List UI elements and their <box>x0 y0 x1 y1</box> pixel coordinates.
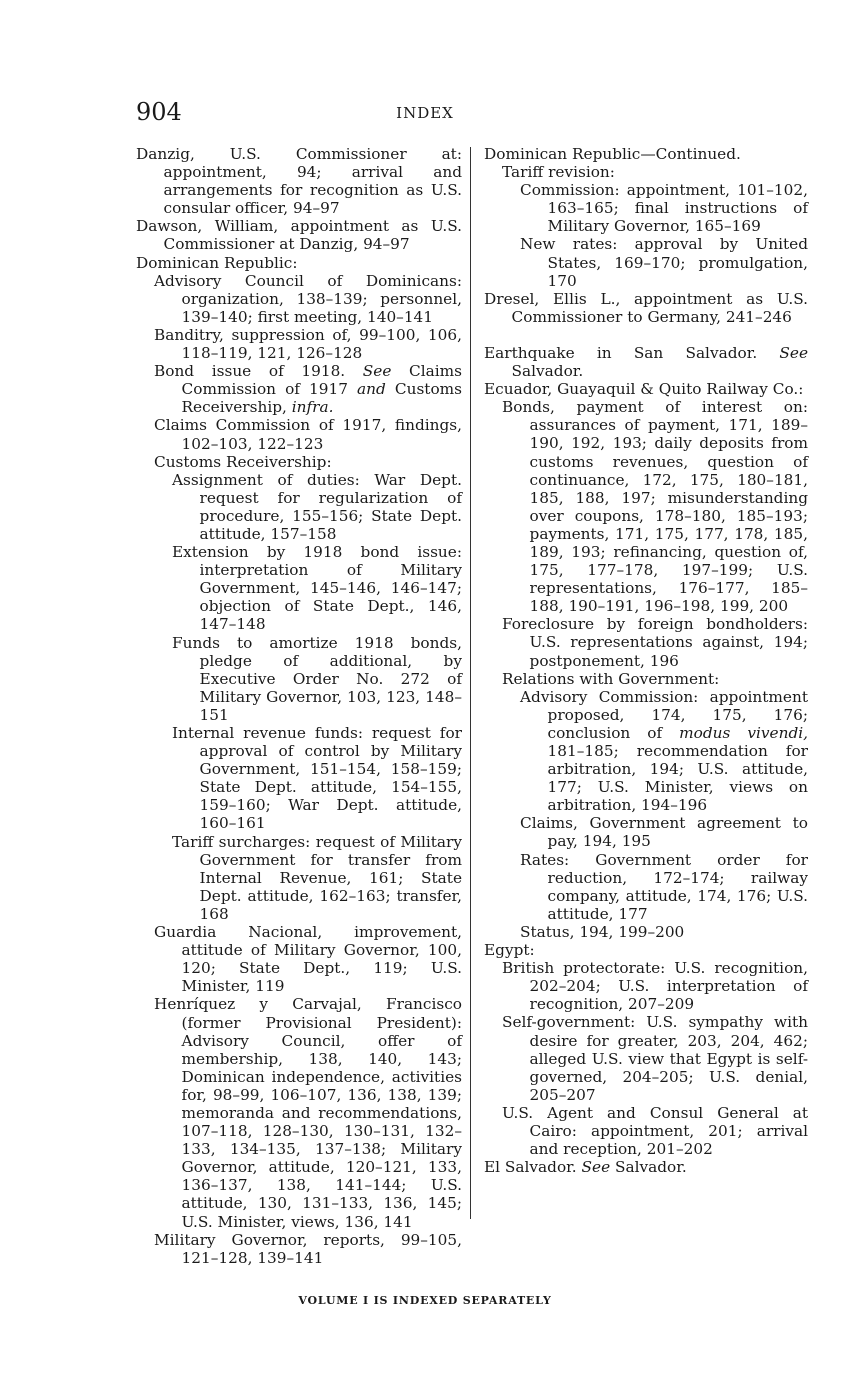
column-rule <box>470 147 471 1219</box>
index-entry <box>484 1158 808 1176</box>
index-entry: Rates: Government order for reduction, 172–174; railway company, attitude, 174, 176; U.S. attitude, 177 <box>520 850 808 923</box>
index-entry: Customs Receivership: <box>154 452 332 471</box>
index-entry: Foreclosure by foreign bondholders: U.S. representations against, 194; postponement, 196 <box>502 615 808 670</box>
index-entry: Egypt: <box>484 941 535 960</box>
index-column-right <box>484 145 808 1176</box>
index-entry: Bonds, payment of interest on: assurances of payment, 171, 189–190, 192, 193; daily deposits from customs revenues, question of continuance, 172, 175, 180–181, 185, 188, 197; misunderstanding over coupons, 178–180, 185–193; payments, 171, 175, 177, 178, 185, 189, 193; refinancing, question of, 175, 177–178, 197–199; U.S. representations, 176–177, 185–188, 190–191, 196–198, 199, 200 <box>502 398 808 616</box>
entry-text: Advisory Commission: appointment proposed, 174, 175, 176; conclusion of <box>520 687 808 742</box>
index-entry: Relations with Government: <box>502 669 720 688</box>
index-entry: Dominican Republic—Continued. <box>484 145 741 163</box>
entry-text: Salvador. <box>610 1158 687 1177</box>
entry-text: 181–185; recommendation for arbitration, 194; U.S. attitude, 177; U.S. Minister, views on arbitration, 194–196 <box>547 742 808 815</box>
entry-italic-text: and <box>357 380 386 399</box>
index-entry: Commission: appointment, 101–102, 163–165; final instructions of Military Governor, 165–169 <box>520 181 808 236</box>
index-entry: Banditry, suppression of, 99–100, 106, 118–119, 121, 126–128 <box>154 325 462 363</box>
index-entry: Self-government: U.S. sympathy with desire for greater, 203, 204, 462; alleged U.S. view that Egypt is self-governed, 204–205; U.S. denial, 205–207 <box>502 1013 808 1104</box>
index-entry <box>520 688 808 815</box>
footer-note: VOLUME I IS INDEXED SEPARATELY <box>298 1294 552 1307</box>
index-entry: Military Governor, reports, 99–105, 121–128, 139–141 <box>154 1230 462 1267</box>
entry-italic-text: See <box>362 362 392 381</box>
entry-italic-text: See <box>581 1158 611 1177</box>
index-entry: Funds to amortize 1918 bonds, pledge of additional, by Executive Order No. 272 of Military Governor, 103, 123, 148–151 <box>172 633 462 724</box>
index-entry: Internal revenue funds: request for approval of control by Military Government, 151–154, 158–159; State Dept. attitude, 154–155, 159–160; War Dept. attitude, 160–161 <box>172 724 462 833</box>
index-entry: Claims Commission of 1917, findings, 102–103, 122–123 <box>154 416 462 453</box>
entry-italic-text: See <box>779 343 808 362</box>
index-entry: British protectorate: U.S. recognition, 202–204; U.S. interpretation of recognition, 207–209 <box>502 959 808 1014</box>
index-entry: Henríquez y Carvajal, Francisco (former Provisional President): Advisory Council, offer of membership, 138, 140, 143; Dominican independence, activities for, 98–99, 106–107, 136, 138, 139; memoranda and recommendations, 107–118, 128–130, 130–131, 132–133, 134–135, 137–138; Military Governor, attitude, 120–121, 133, 136–137, 138, 141–144; U.S. attitude, 130, 131–133, 136, 145; U.S. Minister, views, 136, 141 <box>154 995 462 1231</box>
index-entry: Tariff revision: <box>502 163 615 182</box>
index-entry: Extension by 1918 bond issue: interpretation of Military Government, 145–146, 146–147; objection of State Dept., 146, 147–148 <box>172 543 462 634</box>
entry-text: Customs Receivership, <box>181 380 463 417</box>
index-entry: Status, 194, 199–200 <box>520 922 685 941</box>
index-entry: Guardia Nacional, improvement, attitude of Military Governor, 100, 120; State Dept., 119; U.S. Minister, 119 <box>154 923 462 996</box>
entry-text: Bond issue of 1918. <box>154 362 363 381</box>
index-entry: New rates: approval by United States, 169–170; promulgation, 170 <box>520 235 808 290</box>
index-column-left <box>136 145 462 1267</box>
entry-italic-text: infra. <box>291 398 334 417</box>
index-entry: Tariff surcharges: request of Military Government for transfer from Internal Revenue, 161; State Dept. attitude, 162–163; transfer, 168 <box>172 832 462 923</box>
page-number: 904 <box>136 98 182 126</box>
entry-spacer <box>484 326 808 344</box>
entry-text: El Salvador. <box>484 1158 582 1177</box>
index-entry: Assignment of duties: War Dept. request for regularization of procedure, 155–156; State Dept. attitude, 157–158 <box>172 470 462 543</box>
index-entry <box>154 362 462 416</box>
index-entry: Danzig, U.S. Commissioner at: appointment, 94; arrival and arrangements for recognition as U.S. consular officer, 94–97 <box>136 145 462 218</box>
index-entry: Dresel, Ellis L., appointment as U.S. Commissioner to Germany, 241–246 <box>484 289 808 326</box>
running-head: INDEX <box>396 104 454 122</box>
index-entry <box>484 344 808 380</box>
index-entry: Ecuador, Guayaquil & Quito Railway Co.: <box>484 380 804 399</box>
index-entry: U.S. Agent and Consul General at Cairo: appointment, 201; arrival and reception, 201–202 <box>502 1103 808 1159</box>
index-entry: Advisory Council of Dominicans: organization, 138–139; personnel, 139–140; first meeting, 140–141 <box>154 271 462 326</box>
entry-italic-text: modus vivendi, <box>679 723 808 742</box>
entry-text: Claims Commission of 1917 <box>181 362 462 399</box>
entry-text: Earthquake in San Salvador. <box>484 343 780 362</box>
index-entry: Dominican Republic: <box>136 253 298 272</box>
index-entry: Dawson, William, appointment as U.S. Commissioner at Danzig, 94–97 <box>136 217 462 254</box>
index-entry: Claims, Government agreement to pay, 194, 195 <box>520 814 808 851</box>
entry-text: Salvador. <box>511 362 584 381</box>
